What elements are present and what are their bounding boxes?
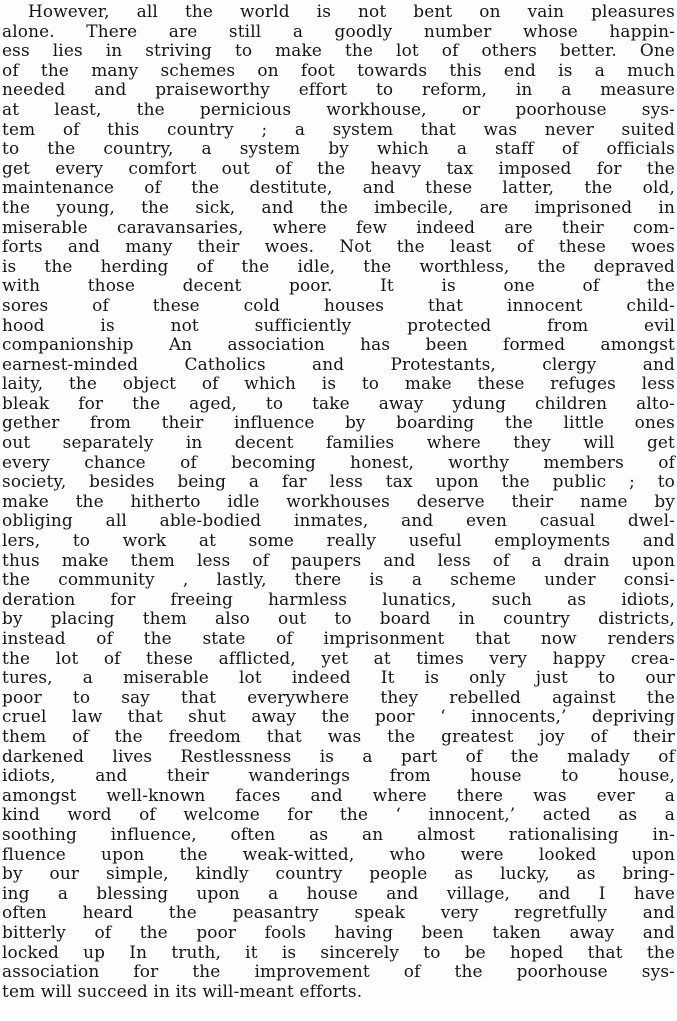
text-line: often heard the peasantry speak very regretfully and <box>2 902 675 923</box>
text-line: them of the freedom that was the greatest joy of their <box>2 725 675 746</box>
text-line: forts and many their woes. Not the least of these woes <box>2 236 675 257</box>
text-line: maintenance of the destitute, and these latter, the old, <box>2 177 675 198</box>
text-line: darkened lives Restlessness is a part of the malady of <box>2 745 675 766</box>
text-line: society, besides being a far less tax upon the public ; to <box>2 471 675 492</box>
text-line: by placing them also out to board in country districts, <box>2 608 675 629</box>
text-line: at least, the pernicious workhouse, or poorhouse sys- <box>2 98 675 119</box>
text-line: cruel law that shut away the poor ‘ innocents,’ depriving <box>2 706 675 727</box>
article-column <box>2 2 675 1001</box>
text-line: ess lies in striving to make the lot of others better. One <box>2 40 675 61</box>
text-line: of the many schemes on foot towards this end is a much <box>2 59 675 80</box>
text-line: sores of these cold houses that innocent child- <box>2 294 675 315</box>
text-line: kind word of welcome for the ‘ innocent,’ acted as a <box>2 804 675 825</box>
text-line: miserable caravansaries, where few indeed are their com- <box>2 216 675 237</box>
text-line: by our simple, kindly country people as lucky, as bring- <box>2 863 675 884</box>
text-line: bleak for the aged, to take away ydung children alto- <box>2 392 675 413</box>
text-line: ing a blessing upon a house and village, and I have <box>2 882 675 903</box>
text-line: alone. There are still a goodly number whose happin- <box>2 20 675 41</box>
text-line: association for the improvement of the poorhouse sys- <box>2 961 675 982</box>
text-line: soothing influence, often as an almost rationalising in- <box>2 823 675 844</box>
text-line: locked up In truth, it is sincerely to be hoped that the <box>2 941 675 962</box>
text-line: is the herding of the idle, the worthless, the depraved <box>2 255 675 276</box>
text-line: deration for freeing harmless lunatics, such as idiots, <box>2 588 675 609</box>
text-line: the young, the sick, and the imbecile, are imprisoned in <box>2 196 675 217</box>
text-line: out separately in decent families where they will get <box>2 432 675 453</box>
text-line: the lot of these afflicted, yet at times very happy crea- <box>2 647 675 668</box>
text-line: bitterly of the poor fools having been taken away and <box>2 921 675 942</box>
text-line: make the hitherto idle workhouses deserve their name by <box>2 490 675 511</box>
text-line: with those decent poor. It is one of the <box>2 275 675 296</box>
text-line: poor to say that everywhere they rebelled against the <box>2 686 675 707</box>
text-line: earnest-minded Catholics and Protestants, clergy and <box>2 353 675 374</box>
text-line: tem will succeed in its will-meant efforts. <box>2 980 363 1001</box>
text-line: companionship An association has been formed amongst <box>2 334 675 355</box>
text-line: However, all the world is not bent on vain pleasures <box>28 1 675 21</box>
text-line: get every comfort out of the heavy tax imposed for the <box>2 157 675 178</box>
text-line: thus make them less of paupers and less of a drain upon <box>2 549 675 570</box>
text-line: amongst well-known faces and where there was ever a <box>2 784 675 805</box>
text-line: idiots, and their wanderings from house to house, <box>2 765 675 786</box>
text-line: laity, the object of which is to make these refuges less <box>2 373 675 394</box>
text-line: to the country, a system by which a staff of officials <box>2 138 675 159</box>
text-line: tures, a miserable lot indeed It is only just to our <box>2 667 675 688</box>
text-line: fluence upon the weak-witted, who were looked upon <box>2 843 675 864</box>
text-line: the community , lastly, there is a scheme under consi- <box>2 569 675 590</box>
text-line: instead of the state of imprisonment that now renders <box>2 628 675 648</box>
text-line: every chance of becoming honest, worthy members of <box>2 451 675 472</box>
text-line: lers, to work at some really useful employments and <box>2 530 675 551</box>
text-line: tem of this country ; a system that was never suited <box>2 118 675 139</box>
text-line: needed and praiseworthy effort to reform, in a measure <box>2 79 675 100</box>
text-line: gether from their influence by boarding the little ones <box>2 412 675 433</box>
text-line: hood is not sufficiently protected from evil <box>2 314 675 335</box>
text-line: obliging all able-bodied inmates, and even casual dwel- <box>2 510 675 531</box>
